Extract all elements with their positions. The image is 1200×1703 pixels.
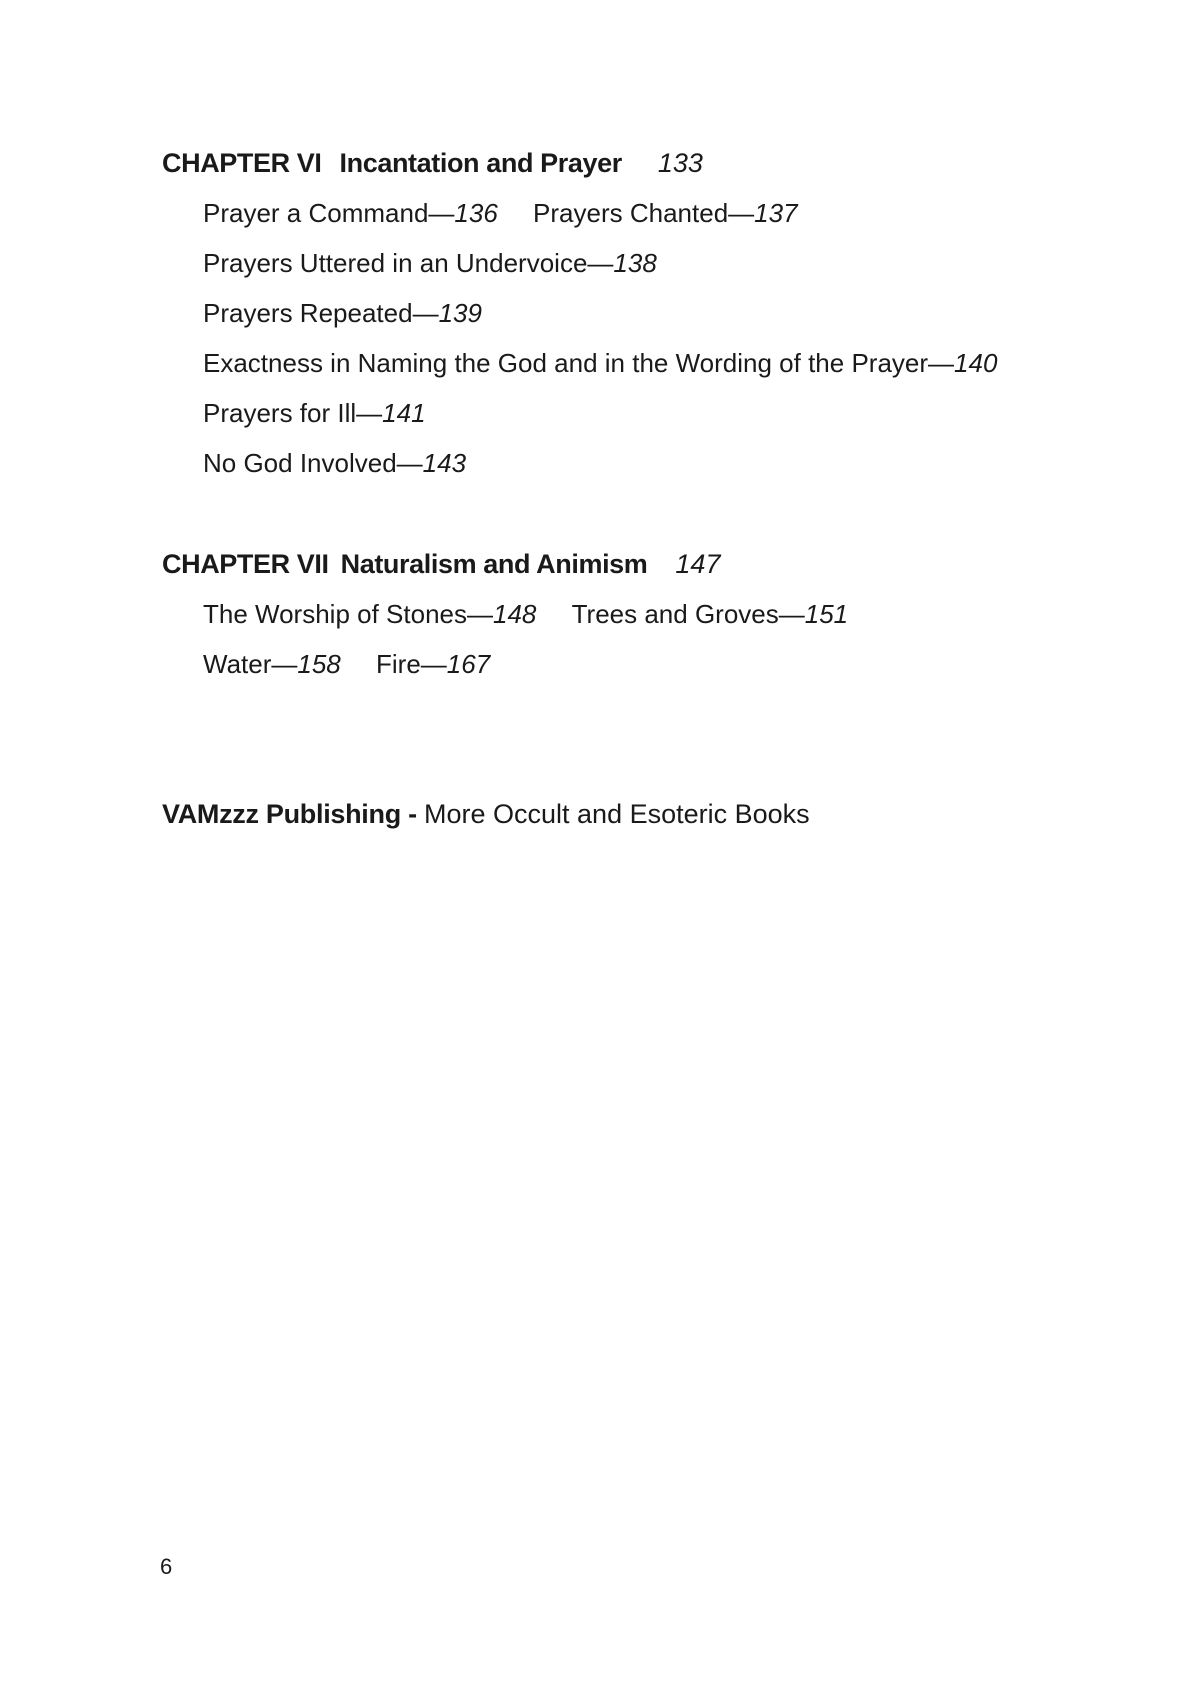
entry-title: Prayers Chanted	[533, 198, 729, 228]
chapter-number: CHAPTER VII	[162, 549, 329, 579]
toc-line	[203, 196, 997, 246]
entry-dash: —	[412, 298, 439, 328]
entry-page: 143	[422, 448, 467, 478]
toc-entry[interactable]	[203, 346, 997, 380]
toc-entry[interactable]	[203, 296, 482, 330]
entry-title: The Worship of Stones	[203, 599, 467, 629]
toc-entry[interactable]	[376, 647, 490, 681]
toc-line	[203, 446, 997, 496]
chapter-block	[162, 547, 848, 697]
entry-dash: —	[928, 348, 955, 378]
page-number: 6	[160, 1554, 173, 1579]
entry-title: Prayers Repeated	[203, 298, 413, 328]
chapter-title: Incantation and Prayer	[339, 148, 622, 178]
entry-dash: —	[396, 448, 423, 478]
entry-title: Prayer a Command	[203, 198, 429, 228]
chapter-heading	[162, 146, 997, 182]
entry-title: Trees and Groves	[571, 599, 779, 629]
chapter-entries	[162, 597, 848, 697]
entry-page: 151	[804, 599, 849, 629]
entry-title: Prayers Uttered in an Undervoice	[203, 248, 588, 278]
toc-entry[interactable]	[203, 597, 536, 631]
toc-entry[interactable]	[572, 597, 849, 631]
toc-line	[203, 396, 997, 446]
entry-title: Water	[203, 649, 272, 679]
entry-page: 158	[297, 649, 341, 679]
publisher-tagline: More Occult and Esoteric Books	[424, 799, 810, 829]
entry-dash: —	[356, 398, 383, 428]
publisher-separator: -	[400, 799, 424, 829]
chapter-entries	[162, 196, 997, 496]
entry-title: Fire	[376, 649, 421, 679]
toc-line	[203, 246, 997, 296]
entry-dash: —	[778, 599, 805, 629]
toc-entry[interactable]	[203, 446, 466, 480]
toc-entry[interactable]	[203, 246, 657, 280]
chapter-block	[162, 146, 997, 496]
entry-page: 138	[613, 248, 657, 278]
entry-dash: —	[587, 248, 614, 278]
toc-entry[interactable]	[203, 647, 341, 681]
publisher-line[interactable]	[162, 797, 810, 831]
entry-page: 136	[454, 198, 498, 228]
toc-entry[interactable]	[203, 196, 498, 230]
entry-dash: —	[271, 649, 298, 679]
entry-page: 148	[493, 599, 537, 629]
entry-page: 139	[438, 298, 482, 328]
entry-page: 141	[382, 398, 426, 428]
chapter-page: 147	[675, 549, 721, 579]
chapter-title: Naturalism and Animism	[340, 549, 648, 579]
chapter-page: 133	[657, 148, 703, 178]
toc-line	[203, 647, 848, 697]
entry-title: No God Involved	[203, 448, 397, 478]
entry-page: 140	[954, 348, 998, 378]
toc-entry[interactable]	[533, 196, 798, 230]
toc-entry[interactable]	[203, 396, 426, 430]
toc-line	[203, 296, 997, 346]
toc-line	[203, 597, 848, 647]
publisher-name: VAMzzz Publishing	[162, 799, 401, 829]
chapter-heading	[162, 547, 848, 583]
entry-dash: —	[420, 649, 447, 679]
entry-page: 167	[446, 649, 491, 679]
entry-page: 137	[754, 198, 798, 228]
chapter-number: CHAPTER VI	[162, 148, 322, 178]
entry-dash: —	[428, 198, 455, 228]
entry-title: Exactness in Naming the God and in the Wording of the Prayer	[203, 348, 929, 378]
entry-title: Prayers for Ill	[203, 398, 357, 428]
toc-line	[203, 346, 997, 396]
entry-dash: —	[728, 198, 755, 228]
entry-dash: —	[467, 599, 493, 629]
